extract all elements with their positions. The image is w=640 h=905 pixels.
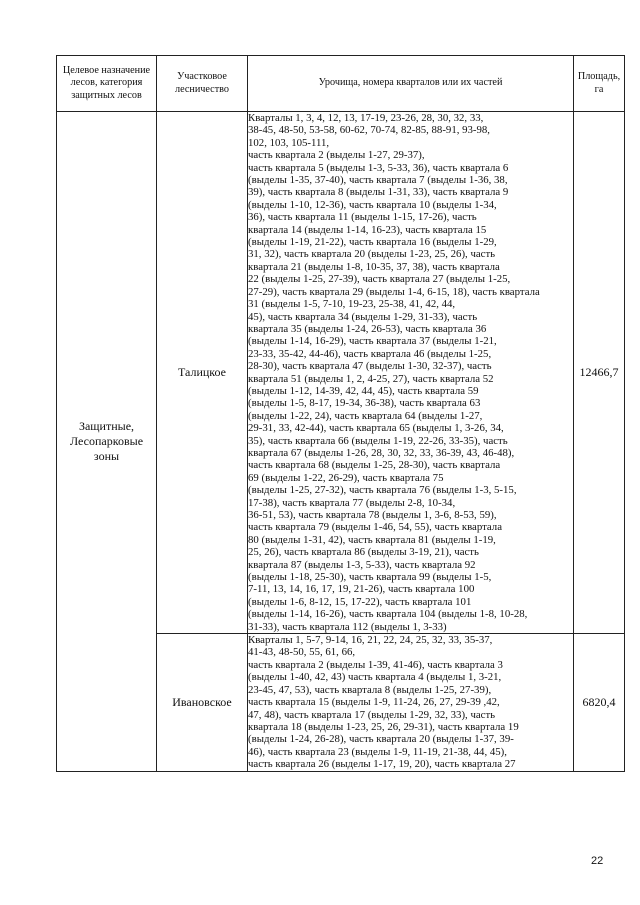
tract-line: (выделы 1-6, 8-12, 15, 17-22), часть квартала 101 bbox=[248, 595, 472, 608]
tracts-cell-ivanovskoe bbox=[248, 634, 574, 771]
tract-line: 25, 26), часть квартала 86 (выделы 3-19, 21), часть bbox=[248, 546, 479, 559]
tract-line: (выделы 1-25, 27-32), часть квартала 76 (выделы 1-3, 5-15, bbox=[248, 484, 517, 497]
tract-line: 36-51, 53), часть квартала 78 (выделы 1, 3-6, 8-53, 59), bbox=[248, 509, 497, 521]
tract-line: (выделы 1-40, 42, 43) часть квартала 4 (выделы 1, 3-21, bbox=[248, 671, 502, 684]
tract-line: (выделы 1-24, 26-28), часть квартала 20 (выделы 1-37, 39- bbox=[248, 733, 514, 746]
tract-line: 47, 48), часть квартала 17 (выделы 1-29, 32, 33), часть bbox=[248, 708, 496, 721]
tract-line: 41-43, 48-50, 55, 61, 66, bbox=[248, 646, 356, 659]
tract-line: 102, 103, 105-111, bbox=[248, 136, 330, 149]
tract-line: часть квартала 2 (выделы 1-27, 29-37), bbox=[248, 149, 425, 162]
tract-line: 23-45, 47, 53), часть квартала 8 (выделы 1-25, 27-39), bbox=[248, 683, 492, 696]
area-cell-talitskoe: 12466,7 bbox=[574, 112, 625, 634]
tract-line: часть квартала 2 (выделы 1-39, 41-46), часть квартала 3 bbox=[248, 658, 503, 671]
tract-line: (выделы 1-12, 14-39, 42, 44, 45), часть квартала 59 bbox=[248, 384, 479, 397]
forestry-cell-ivanovskoe: Ивановское bbox=[157, 634, 248, 771]
tract-line: 27-29), часть квартала 29 (выделы 1-4, 6-15, 18), часть квартала bbox=[248, 285, 540, 298]
tract-line: часть квартала 5 (выделы 1-3, 5-33, 36), часть квартала 6 bbox=[248, 161, 509, 174]
header-forestry: Участковое лесничество bbox=[157, 56, 248, 112]
page-number: 22 bbox=[591, 855, 604, 867]
tract-line: 69 (выделы 1-22, 26-29), часть квартала 75 bbox=[248, 471, 444, 484]
tract-line: часть квартала 79 (выделы 1-46, 54, 55), часть квартала bbox=[248, 521, 502, 534]
header-purpose: Целевое назначение лесов, категория защитных лесов bbox=[57, 56, 157, 112]
tract-line: 45), часть квартала 34 (выделы 1-29, 31-33), часть bbox=[248, 310, 478, 323]
tract-line: (выделы 1-35, 37-40), часть квартала 7 (выделы 1-36, 38, bbox=[248, 174, 508, 187]
tract-line: квартала 35 (выделы 1-24, 26-53), часть квартала 36 bbox=[248, 322, 487, 335]
tract-line: квартала 51 (выделы 1, 2, 4-25, 27), часть квартала 52 bbox=[248, 372, 494, 385]
tract-line: Кварталы 1, 3, 4, 12, 13, 17-19, 23-26, 28, 30, 32, 33, bbox=[248, 112, 484, 124]
table-row-talitskoe bbox=[57, 112, 625, 634]
purpose-cell: Защитные, Лесопарковые зоны bbox=[57, 112, 157, 772]
tract-line: 28-30), часть квартала 47 (выделы 1-30, 32-37), часть bbox=[248, 360, 492, 373]
tract-line: 38-45, 48-50, 53-58, 60-62, 70-74, 82-85, 88-91, 93-98, bbox=[248, 124, 491, 137]
tract-line: (выделы 1-19, 21-22), часть квартала 16 (выделы 1-29, bbox=[248, 236, 497, 249]
tract-line: 39), часть квартала 8 (выделы 1-31, 33), часть квартала 9 bbox=[248, 186, 509, 199]
tract-line: (выделы 1-5, 8-17, 19-34, 36-38), часть квартала 63 bbox=[248, 397, 481, 410]
tract-line: 80 (выделы 1-31, 42), часть квартала 81 (выделы 1-19, bbox=[248, 533, 496, 546]
header-tracts: Урочища, номера кварталов или их частей bbox=[248, 56, 574, 112]
tract-line: 17-38), часть квартала 77 (выделы 2-8, 10-34, bbox=[248, 496, 456, 509]
tract-line: квартала 67 (выделы 1-26, 28, 30, 32, 33, 36-39, 43, 46-48), bbox=[248, 446, 515, 459]
tract-line: 31, 32), часть квартала 20 (выделы 1-23, 25, 26), часть bbox=[248, 248, 496, 261]
tract-line: часть квартала 15 (выделы 1-9, 11-24, 26, 27, 29-39 ,42, bbox=[248, 696, 500, 709]
tracts-cell-talitskoe bbox=[248, 112, 574, 634]
tract-line: 36), часть квартала 11 (выделы 1-15, 17-26), часть bbox=[248, 211, 477, 224]
tract-line: (выделы 1-22, 24), часть квартала 64 (выделы 1-27, bbox=[248, 409, 483, 422]
tract-line: 31-33), часть квартала 112 (выделы 1, 3-33) bbox=[248, 620, 447, 633]
tract-line: часть квартала 26 (выделы 1-17, 19, 20), часть квартала 27 bbox=[248, 758, 516, 771]
tract-line: 7-11, 13, 14, 16, 17, 19, 21-26), часть квартала 100 bbox=[248, 583, 475, 596]
tract-line: 23-33, 35-42, 44-46), часть квартала 46 (выделы 1-25, bbox=[248, 347, 492, 360]
tract-line: квартала 14 (выделы 1-14, 16-23), часть квартала 15 bbox=[248, 223, 487, 236]
table-header-row bbox=[57, 56, 625, 112]
tract-line: квартала 21 (выделы 1-8, 10-35, 37, 38), часть квартала bbox=[248, 260, 500, 273]
forest-zones-table bbox=[56, 55, 625, 772]
tract-line: часть квартала 68 (выделы 1-25, 28-30), часть квартала bbox=[248, 459, 501, 472]
tract-line: 29-31, 33, 42-44), часть квартала 65 (выделы 1, 3-26, 34, bbox=[248, 422, 504, 435]
tract-line: (выделы 1-18, 25-30), часть квартала 99 (выделы 1-5, bbox=[248, 571, 492, 584]
tract-line: (выделы 1-14, 16-26), часть квартала 104 (выделы 1-8, 10-28, bbox=[248, 608, 528, 621]
tract-line: (выделы 1-10, 12-36), часть квартала 10 (выделы 1-34, bbox=[248, 198, 497, 211]
header-area: Площадь, га bbox=[574, 56, 625, 112]
tract-line: квартала 18 (выделы 1-23, 25, 26, 29-31), часть квартала 19 bbox=[248, 720, 519, 733]
tract-line: 35), часть квартала 66 (выделы 1-19, 22-26, 33-35), часть bbox=[248, 434, 508, 447]
tract-line: Кварталы 1, 5-7, 9-14, 16, 21, 22, 24, 25, 32, 33, 35-37, bbox=[248, 634, 493, 647]
forestry-cell-talitskoe: Талицкое bbox=[157, 112, 248, 634]
tract-line: 31 (выделы 1-5, 7-10, 19-23, 25-38, 41, 42, 44, bbox=[248, 298, 456, 311]
area-cell-ivanovskoe: 6820,4 bbox=[574, 634, 625, 771]
tract-line: квартала 87 (выделы 1-3, 5-33), часть квартала 92 bbox=[248, 558, 476, 571]
tract-line: 46), часть квартала 23 (выделы 1-9, 11-19, 21-38, 44, 45), bbox=[248, 745, 507, 758]
tract-line: 22 (выделы 1-25, 27-39), часть квартала 27 (выделы 1-25, bbox=[248, 273, 511, 286]
tract-line: (выделы 1-14, 16-29), часть квартала 37 (выделы 1-21, bbox=[248, 335, 497, 348]
